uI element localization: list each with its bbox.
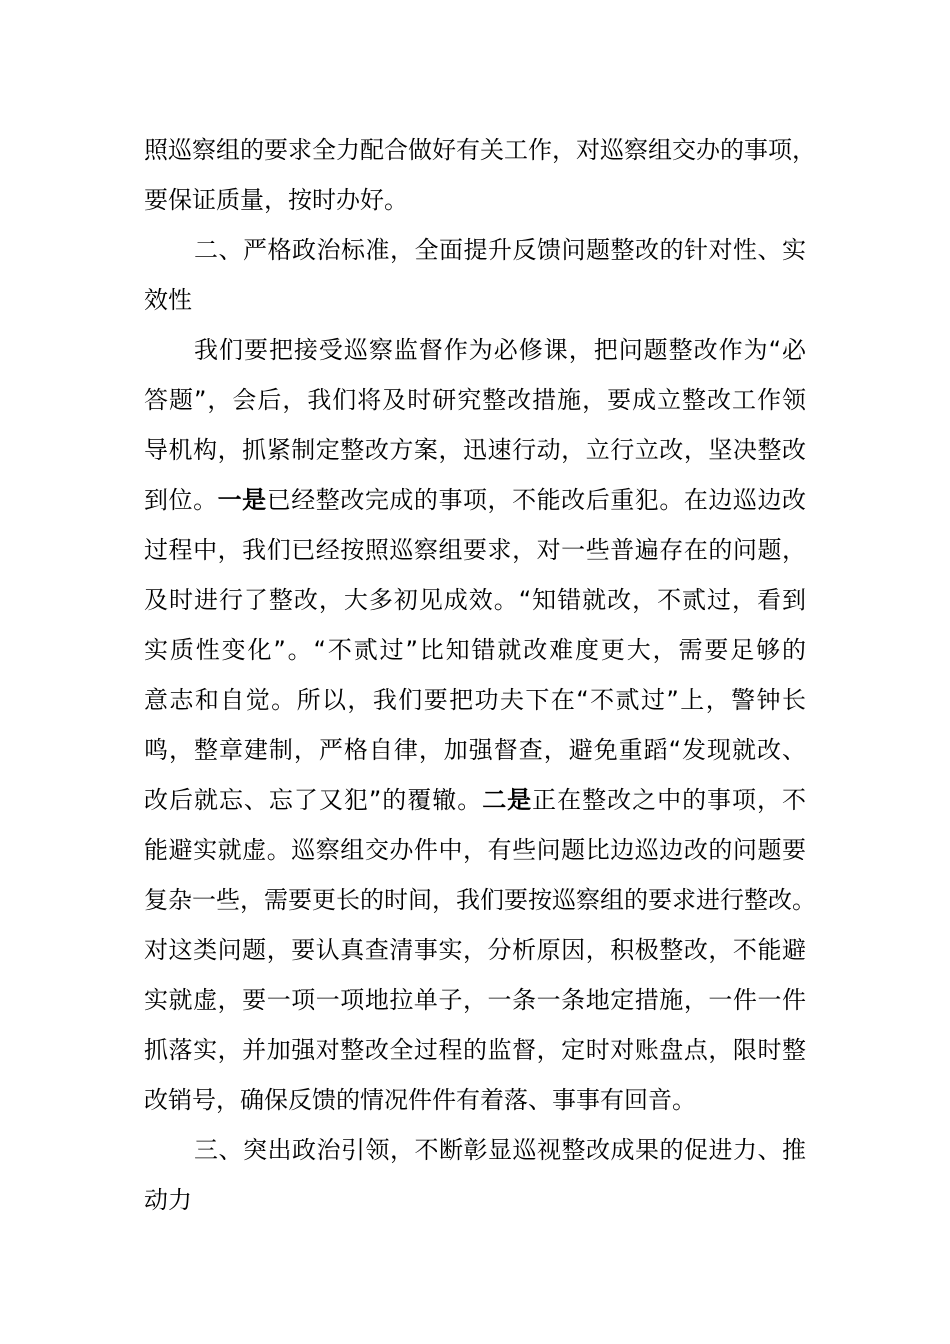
text-line: 意志和自觉。所以，我们要把功夫下在“不贰过”上，警钟长	[144, 686, 806, 714]
text-line: 抓落实，并加强对整改全过程的监督，定时对账盘点，限时整	[144, 1036, 806, 1064]
text-run: 到位。	[144, 486, 218, 514]
text-line: 改销号，确保反馈的情况件件有着落、事事有回音。	[144, 1086, 696, 1114]
bold-marker-first: 一是	[217, 486, 267, 514]
text-run: 改后就忘、忘了又犯”的覆辙。	[144, 786, 483, 814]
text-line	[144, 775, 806, 825]
text-line: 鸣，整章建制，严格自律，加强督查，避免重蹈“发现就改、	[144, 736, 806, 764]
text-line: 实就虚，要一项一项地拉单子，一条一条地定措施，一件一件	[144, 986, 806, 1014]
document-page	[144, 125, 816, 1225]
heading-line: 二、严格政治标准，全面提升反馈问题整改的针对性、实	[194, 236, 806, 264]
text-line	[144, 475, 806, 525]
text-line: 导机构，抓紧制定整改方案，迅速行动，立行立改，坚决整改	[144, 436, 806, 464]
bold-marker-second: 二是	[482, 786, 533, 814]
text-line: 我们要把接受巡察监督作为必修课，把问题整改作为“必	[194, 336, 806, 364]
text-line: 实质性变化”。“不贰过”比知错就改难度更大，需要足够的	[144, 636, 806, 664]
text-line: 答题”，会后，我们将及时研究整改措施，要成立整改工作领	[144, 386, 806, 414]
paragraph-continuation	[144, 125, 816, 225]
text-line: 过程中，我们已经按照巡察组要求，对一些普遍存在的问题，	[144, 536, 806, 564]
text-line: 照巡察组的要求全力配合做好有关工作，对巡察组交办的事项，	[144, 136, 816, 164]
text-line: 能避实就虚。巡察组交办件中，有些问题比边巡边改的问题要	[144, 836, 806, 864]
text-line: 及时进行了整改，大多初见成效。“知错就改，不贰过，看到	[144, 586, 806, 614]
section-heading-2	[144, 225, 806, 325]
text-run: 正在整改之中的事项，不	[532, 786, 807, 814]
text-line: 要保证质量，按时办好。	[144, 186, 408, 214]
section-2-body	[144, 325, 816, 1125]
heading-line: 效性	[144, 286, 192, 314]
text-run: 已经整改完成的事项，不能改后重犯。在边巡边改	[266, 486, 807, 514]
text-line: 对这类问题，要认真查清事实，分析原因，积极整改，不能避	[144, 936, 806, 964]
heading-line: 三、突出政治引领，不断彰显巡视整改成果的促进力、推	[194, 1136, 806, 1164]
section-heading-3	[144, 1125, 806, 1225]
text-line: 复杂一些，需要更长的时间，我们要按巡察组的要求进行整改。	[144, 886, 816, 914]
heading-line: 动力	[144, 1186, 192, 1214]
